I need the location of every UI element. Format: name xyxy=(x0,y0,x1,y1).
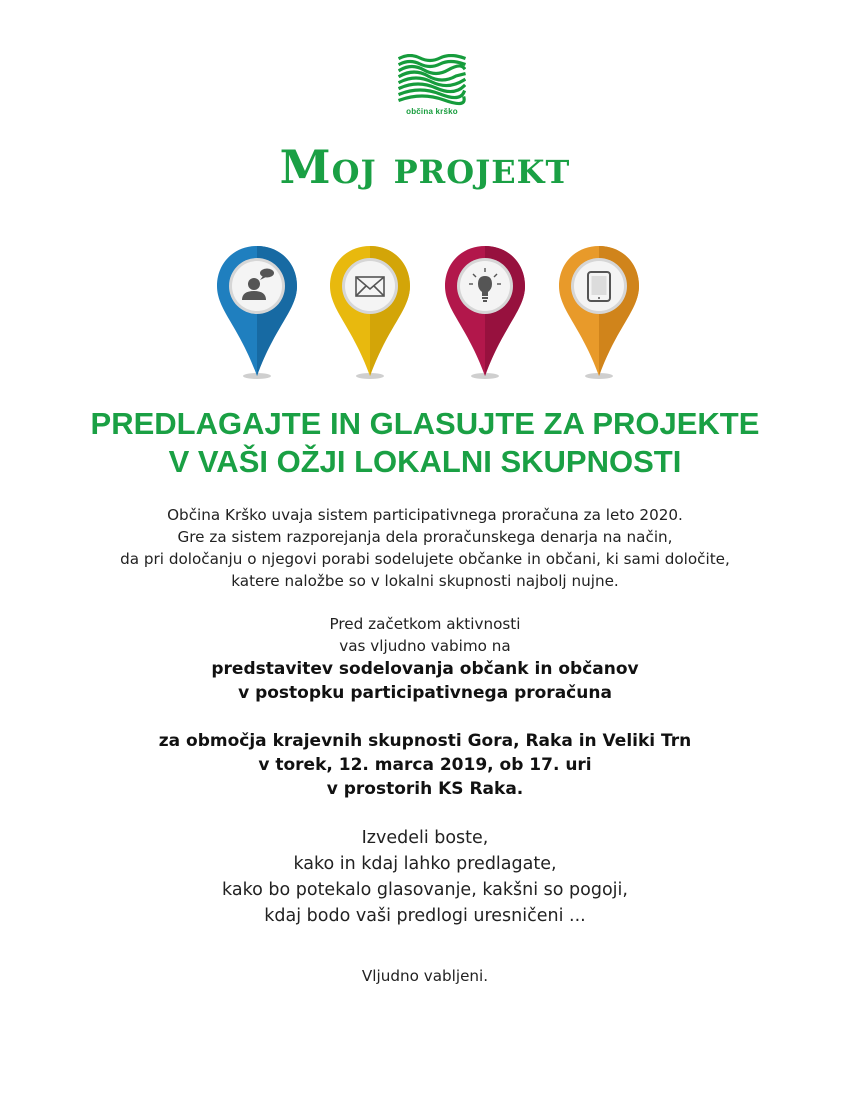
person-speech-pin xyxy=(214,244,300,384)
lightbulb-pin xyxy=(442,244,528,384)
event-date-time: v torek, 12. marca 2019, ob 17. uri xyxy=(258,755,592,775)
intro-paragraph xyxy=(0,504,850,592)
intro-line-1: Občina Krško uvaja sistem participativnega proračuna za leto 2020. xyxy=(167,506,683,524)
headline-line-1: PREDLAGAJTE IN GLASUJTE ZA PROJEKTE xyxy=(90,406,760,441)
event-location: v prostorih KS Raka. xyxy=(326,779,524,799)
invitation-bold-2: v postopku participativnega proračuna xyxy=(238,683,612,703)
page-title: Moj projekt xyxy=(279,140,571,194)
envelope-pin xyxy=(327,244,413,384)
invitation-event-title xyxy=(0,657,850,705)
learn-line-1: Izvedeli boste, xyxy=(361,828,489,848)
invitation-lead xyxy=(0,613,850,657)
learn-paragraph xyxy=(0,825,850,929)
intro-line-2: Gre za sistem razporejanja dela proračunskega denarja na način, xyxy=(177,528,673,546)
invitation-bold-1: predstavitev sodelovanja občank in občanov xyxy=(211,659,639,679)
event-details xyxy=(0,729,850,801)
closing-text: Vljudno vabljeni. xyxy=(361,967,489,985)
learn-line-2: kako in kdaj lahko predlagate, xyxy=(293,854,557,874)
tablet-pin xyxy=(556,244,642,384)
headline xyxy=(0,405,850,481)
logo-waves-icon xyxy=(398,54,466,106)
pin-icons-row xyxy=(0,244,850,384)
headline-line-2: V VAŠI OŽJI LOKALNI SKUPNOSTI xyxy=(168,444,682,479)
learn-line-4: kdaj bodo vaši predlogi uresničeni ... xyxy=(264,906,586,926)
intro-line-3: da pri določanju o njegovi porabi sodelujete občanke in občani, ki sami določite, xyxy=(120,550,730,568)
event-area: za območja krajevnih skupnosti Gora, Raka in Veliki Trn xyxy=(158,731,692,751)
logo-text: občina krško xyxy=(406,107,458,116)
intro-line-4: katere naložbe so v lokalni skupnosti najbolj nujne. xyxy=(231,572,619,590)
learn-line-3: kako bo potekalo glasovanje, kakšni so pogoji, xyxy=(222,880,628,900)
invitation-line-1: Pred začetkom aktivnosti xyxy=(329,615,521,633)
invitation-line-2: vas vljudno vabimo na xyxy=(339,637,511,655)
